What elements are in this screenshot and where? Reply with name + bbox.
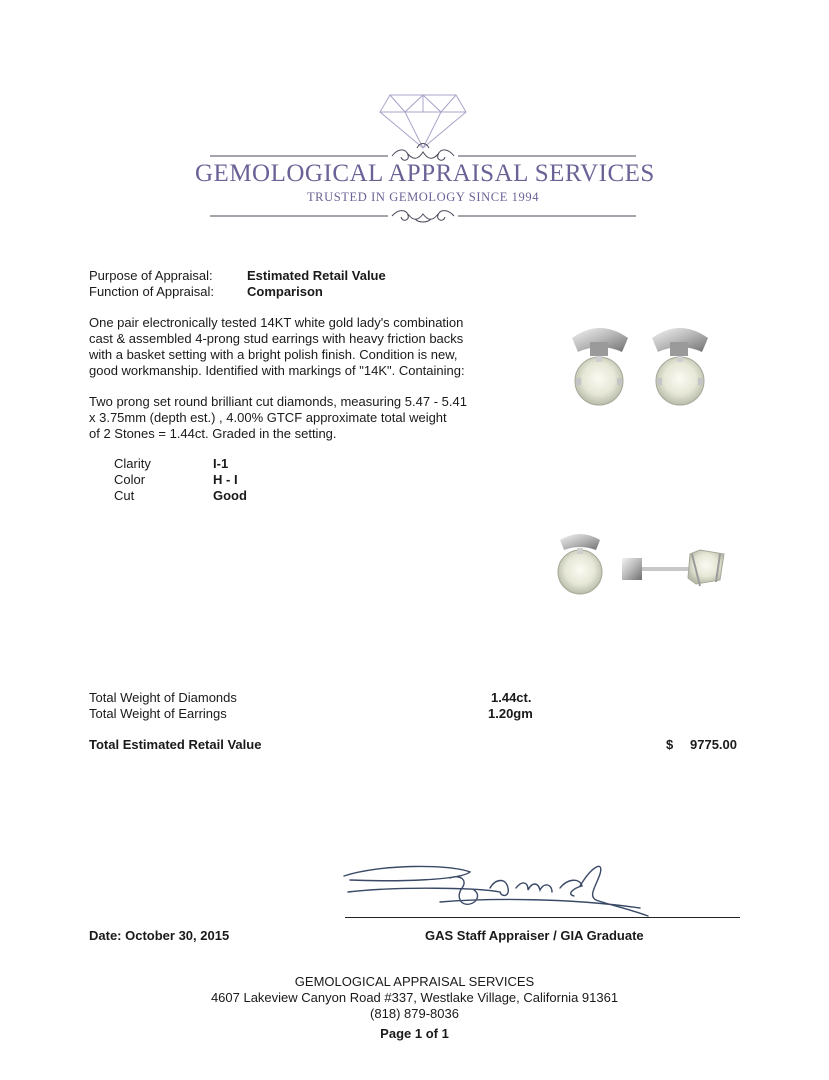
- item-description: [89, 315, 465, 379]
- description-line: good workmanship. Identified with markings of "14K". Containing:: [89, 363, 465, 378]
- diamonds-weight-label: Total Weight of Diamonds: [89, 690, 237, 705]
- earrings-weight-label: Total Weight of Earrings: [89, 706, 227, 721]
- description-line: cast & assembled 4-prong stud earrings with heavy friction backs: [89, 331, 464, 346]
- bottom-ornament-rule: [210, 211, 636, 222]
- page-number: Page 1 of 1: [380, 1026, 449, 1041]
- clarity-label: Clarity: [114, 456, 151, 471]
- stone-description: [89, 394, 467, 442]
- clarity-value: I-1: [213, 456, 229, 471]
- footer-company: GEMOLOGICAL APPRAISAL SERVICES: [294, 974, 535, 989]
- color-label: Color: [114, 472, 146, 487]
- stone-line: Two prong set round brilliant cut diamonds, measuring 5.47 - 5.41: [89, 394, 467, 409]
- retail-value-label: Total Estimated Retail Value: [89, 737, 262, 752]
- appraiser-signature: [340, 858, 660, 920]
- earrings-side-photo: [550, 528, 730, 603]
- cut-label: Cut: [114, 488, 135, 503]
- top-ornament-rule: [210, 144, 636, 161]
- description-line: with a basket setting with a bright polish finish. Condition is new,: [89, 347, 458, 362]
- signature-line: [345, 917, 740, 918]
- company-name: GEMOLOGICAL APPRAISAL SERVICES: [195, 160, 655, 187]
- appraiser-title: GAS Staff Appraiser / GIA Graduate: [425, 928, 644, 943]
- currency-symbol: $: [666, 737, 674, 752]
- appraisal-date: Date: October 30, 2015: [89, 928, 230, 943]
- footer-phone: (818) 879-8036: [370, 1006, 459, 1021]
- purpose-label: Purpose of Appraisal:: [89, 268, 213, 283]
- earrings-weight-value: 1.20gm: [488, 706, 533, 721]
- retail-value: 9775.00: [690, 737, 737, 752]
- stone-line: of 2 Stones = 1.44ct. Graded in the setting.: [89, 426, 337, 441]
- description-line: One pair electronically tested 14KT white gold lady's combination: [89, 315, 464, 330]
- earrings-front-photo: [560, 318, 720, 413]
- footer-address: 4607 Lakeview Canyon Road #337, Westlake Village, California 91361: [210, 990, 619, 1005]
- function-value: Comparison: [247, 284, 323, 299]
- company-tagline: TRUSTED IN GEMOLOGY SINCE 1994: [306, 190, 540, 204]
- function-label: Function of Appraisal:: [89, 284, 215, 299]
- diamonds-weight-value: 1.44ct.: [491, 690, 532, 705]
- diamond-icon: [380, 95, 466, 148]
- purpose-value: Estimated Retail Value: [247, 268, 386, 283]
- cut-value: Good: [213, 488, 247, 503]
- stone-line: x 3.75mm (depth est.) , 4.00% GTCF approximate total weight: [89, 410, 447, 425]
- color-value: H - I: [213, 472, 238, 487]
